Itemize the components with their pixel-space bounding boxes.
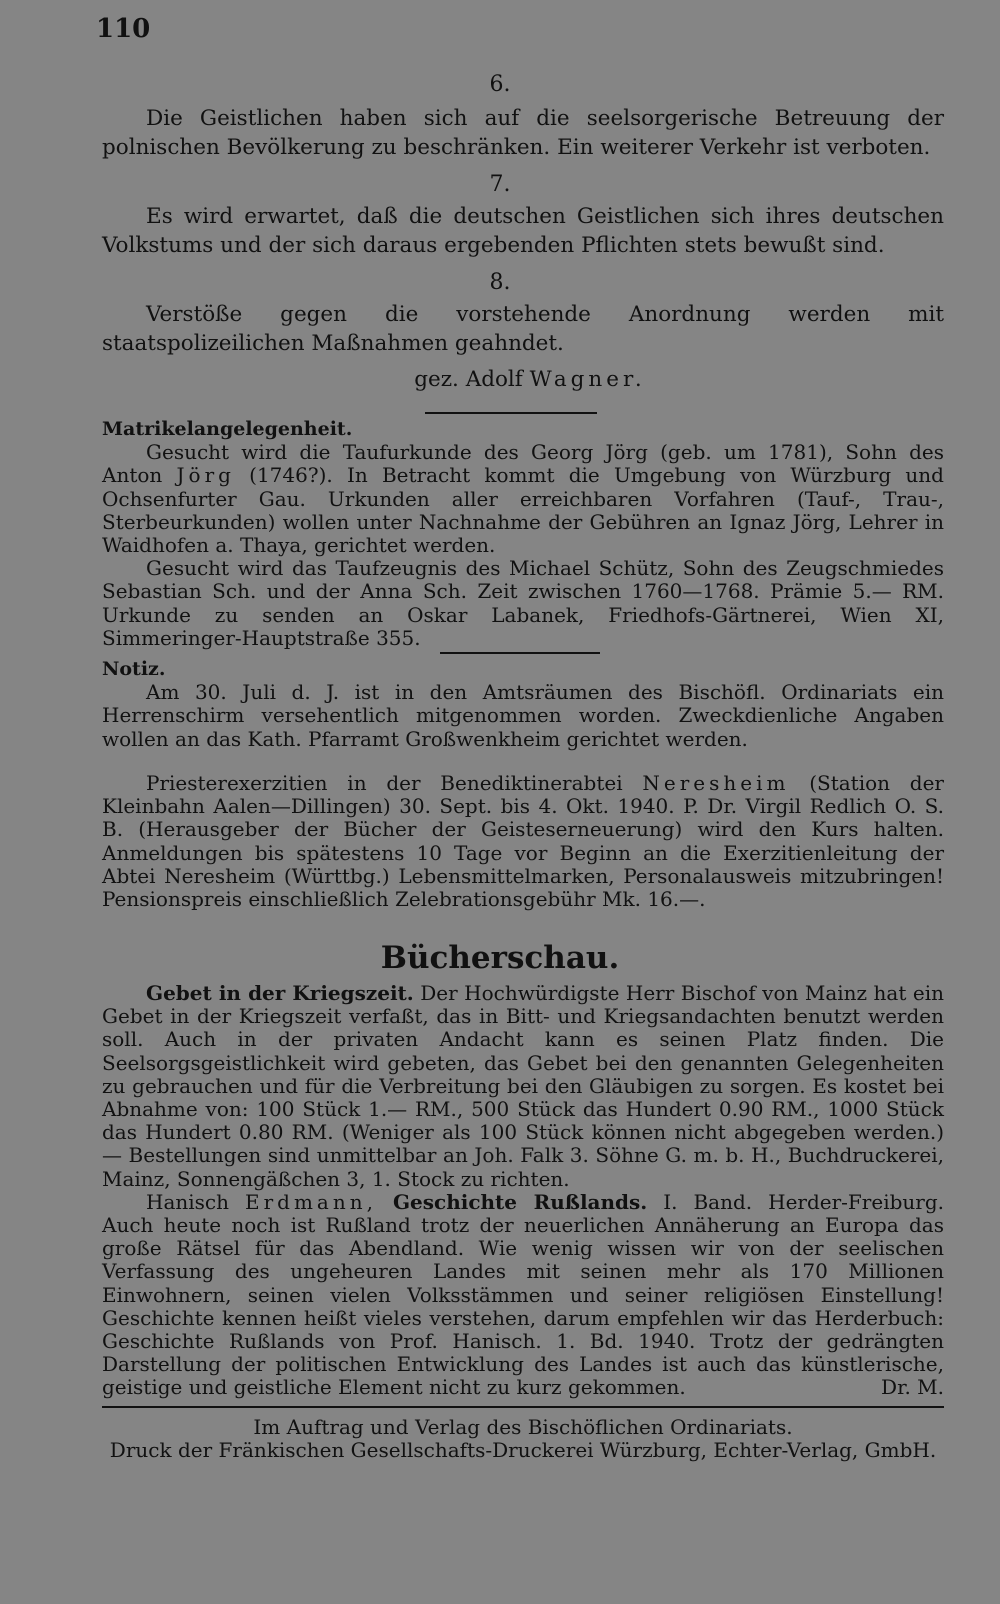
signature-prefix: gez. Adolf [414, 367, 523, 392]
matrikel-paragraph-1 [102, 441, 944, 557]
matrikel-name: Jörg [176, 463, 235, 488]
exerzitien-paragraph [102, 772, 944, 911]
imprint [102, 1416, 944, 1462]
buecherschau-section [102, 982, 944, 1400]
imprint-divider [102, 1406, 944, 1408]
signature-line [300, 365, 760, 394]
book-review-2 [102, 1191, 944, 1400]
section-number-7: 7. [489, 172, 511, 197]
section-number-8: 8. [489, 270, 511, 295]
exerzitien-section [102, 772, 944, 911]
exerzitien-text-b: (Station der Kleinbahn Aalen—Dillingen) 30. Sept. bis 4. Okt. 1940. P. Dr. Virgil Redlich O. S. B. (Herausgeber der Bücher der Geisteserneuerung) wird den Kurs halten. Anmeldungen bis spätestens 10 Tage vor Beginn an die Exerzitienleitung der Abtei Neresheim (Württbg.) Lebensmittelmarken, Personalausweis mitzubringen! Pensionspreis einschließlich Zelebrationsgebühr Mk. 16.—. [102, 771, 944, 912]
imprint-line-1: Im Auftrag und Verlag des Bischöflichen Ordinariats. [253, 1415, 793, 1439]
notiz-heading: Notiz. [102, 658, 166, 680]
book-2-author-last: Hanisch [146, 1189, 229, 1214]
divider [440, 652, 600, 654]
signature-name: Wagner. [529, 367, 646, 392]
matrikel-text-b: (1746?). In Betracht kommt die Umgebung von Würzburg und Ochsenfurter Gau. Urkunden aller erreichbaren Vorfahren (Tauf-, Trau-, Sterbeurkunden) wollen unter Nachnahme der Gebühren an Ignaz Jörg, Lehrer in Waidhofen a. Thaya, gerichtet werden. [102, 463, 944, 558]
matrikel-paragraph-2: Gesucht wird das Taufzeugnis des Michael Schütz, Sohn des Zeugschmiedes Sebastian Sch. und der Anna Sch. Zeit zwischen 1760—1768. Prämie 5.— RM. Urkunde zu senden an Oskar Labanek, Friedhofs-Gärtnerei, Wien XI, Simmeringer-Hauptstraße 355. [102, 556, 944, 650]
imprint-line-2: Druck der Fränkischen Gesellschafts-Druckerei Würzburg, Echter-Verlag, GmbH. [109, 1438, 937, 1463]
notiz-section [102, 658, 944, 751]
section-8-text [102, 300, 944, 358]
section-6-paragraph: Die Geistlichen haben sich auf die seelsorgerische Betreuung der polnischen Bevölkerung zu beschränken. Ein weiterer Verkehr ist verboten. [102, 106, 944, 160]
page-number: 110 [96, 14, 151, 44]
matrikel-section [102, 418, 944, 650]
book-2-text: I. Band. Herder-Freiburg. Auch heute noch ist Rußland trotz der neuerlichen Annäherung an Europa das große Rätsel für das Abendland. Wie wenig wissen wir von der seelischen Verfassung des ungeheuren Landes mit seinen mehr als 170 Millionen Einwohnern, seinen vielen Volksstämmen und seiner religiösen Einstellung! Geschichte kennen heißt vieles verstehen, darum empfehlen wir das Herderbuch: Geschichte Rußlands von Prof. Hanisch. 1. Bd. 1940. Trotz der gedrängten Darstellung der politischen Entwicklung des Landes ist auch das künstlerische, geistige und geistliche Element nicht zu kurz gekommen. [102, 1189, 944, 1400]
book-2-author-first: Erdmann, [244, 1189, 377, 1214]
section-6-text [102, 104, 944, 162]
book-1-title: Gebet in der Kriegszeit. [146, 981, 414, 1005]
section-7-paragraph: Es wird erwartet, daß die deutschen Geistlichen sich ihres deutschen Volkstums und der sich daraus ergebenden Pflichten stets bewußt sind. [102, 204, 944, 258]
book-1-text: Der Hochwürdigste Herr Bischof von Mainz hat ein Gebet in der Kriegszeit verfaßt, das in Bitt- und Kriegsandachten benutzt werden soll. Auch in der privaten Andacht kann es seinen Platz finden. Die Seelsorgsgeistlichkeit wird gebeten, das Gebet bei den genannten Gelegenheiten zu gebrauchen und für die Verbreitung bei den Gläubigen zu sorgen. Es kostet bei Abnahme von: 100 Stück 1.— RM., 500 Stück das Hundert 0.90 RM., 1000 Stück das Hundert 0.80 RM. (Weniger als 100 Stück können nicht abgegeben werden.) — Bestellungen sind unmittelbar an Joh. Falk 3. Söhne G. m. b. H., Buchdruckerei, Mainz, Sonnengäßchen 3, 1. Stock zu richten. [102, 981, 944, 1191]
notiz-paragraph: Am 30. Juli d. J. ist in den Amtsräumen des Bischöfl. Ordinariats ein Herrenschirm versehentlich mitgenommen worden. Zweckdienliche Angaben wollen an das Kath. Pfarramt Großwenkheim gerichtet werden. [102, 680, 944, 751]
book-2-signoff: Dr. M. [881, 1375, 944, 1400]
section-number-6: 6. [489, 72, 511, 97]
exerzitien-text-a: Priesterexerzitien in der Benediktinerabtei [146, 771, 623, 795]
book-review-1 [102, 982, 944, 1191]
book-2-title: Geschichte Rußlands. [392, 1189, 648, 1214]
buecherschau-title: Bücherschau. [380, 940, 620, 976]
divider [425, 412, 597, 414]
matrikel-text-a: Gesucht wird die Taufurkunde des Georg Jörg (geb. um 1781), Sohn des Anton [102, 440, 944, 488]
section-8-paragraph: Verstöße gegen die vorstehende Anordnung werden mit staatspolizeilichen Maßnahmen geahndet. [102, 302, 944, 356]
exerzitien-place: Neresheim [642, 771, 790, 795]
section-7-text [102, 202, 944, 260]
matrikel-heading: Matrikelangelegenheit. [102, 418, 353, 440]
